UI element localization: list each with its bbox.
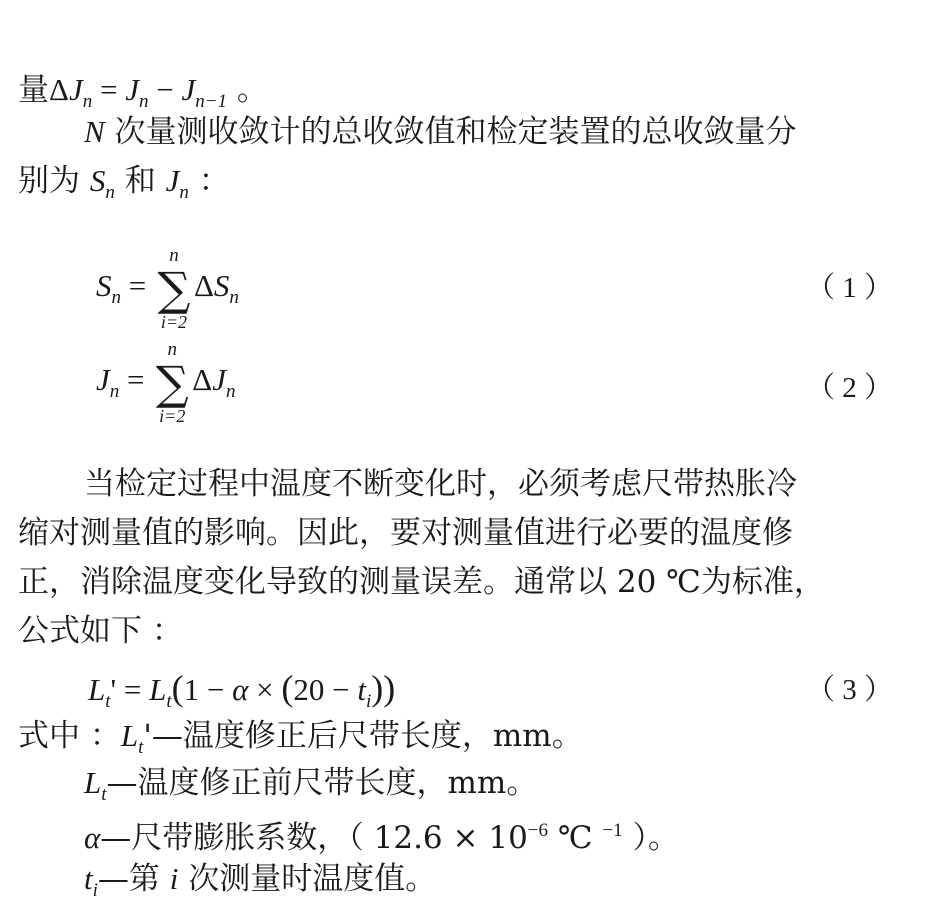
def1-sub: t [138, 737, 144, 758]
def4-text1: —第 [97, 861, 170, 897]
sum-upper: n [167, 339, 177, 360]
def2-sub: t [101, 784, 107, 805]
eq1-lhs: S [96, 268, 112, 304]
minus: − [148, 72, 182, 107]
eq2-var-sub: n [225, 381, 236, 403]
equation-1 [96, 245, 239, 332]
para1-text1: 次量测收敛计的总收敛值和检定装置的总收敛量分 [104, 114, 797, 150]
para2-line2: 缩对测量值的影响。因此，要对测量值进行必要的温度修 [18, 515, 793, 551]
def3-end: ）。 [622, 820, 679, 856]
def1-l: L [120, 718, 139, 753]
sub-n-1: n−1 [195, 91, 228, 112]
eq2-lhs-sub: n [109, 381, 120, 403]
sub-n: n [179, 182, 189, 203]
eq2-var: J [212, 362, 226, 398]
eq3-twenty: 20 [293, 672, 325, 707]
eq2-delta: Δ [192, 362, 213, 398]
def3-exp: −6 [527, 820, 549, 841]
def3-unit: ℃ [548, 820, 603, 856]
def-line-2 [84, 763, 537, 815]
sub-n: n [82, 91, 93, 112]
para1-and: 和 [114, 163, 166, 199]
def3-alpha: α [84, 820, 101, 855]
def-line-3 [84, 811, 679, 858]
def4-sub: i [92, 880, 98, 901]
eq3-l2: L [149, 672, 167, 707]
where-label: 式中 ： [18, 718, 121, 754]
var-j: J [68, 72, 83, 107]
eq1-delta: Δ [193, 268, 214, 304]
summation-symbol [152, 339, 192, 426]
eq1-var: S [213, 268, 230, 304]
equation-3 [88, 668, 395, 722]
delta-symbol: Δ [49, 72, 69, 107]
text-liang: 量 [18, 72, 49, 108]
def4-text2: 次测量时温度值。 [178, 861, 437, 897]
para2-line4: 公式如下 ： [18, 613, 183, 649]
def-line-1 [18, 716, 583, 768]
equation-2 [96, 339, 236, 426]
para1-text2a: 别为 [18, 163, 90, 199]
eq3-t: t [357, 672, 366, 707]
sum-lower: i=2 [160, 312, 188, 332]
open-paren: ( [281, 668, 294, 708]
eq3-l2-sub: t [166, 691, 172, 712]
def2-l: L [84, 765, 102, 800]
equation-number-3: （ 3 ） [806, 674, 894, 706]
para2-line1: 当检定过程中温度不断变化时，必须考虑尺带热胀冷 [84, 466, 797, 502]
open-paren: ( [171, 668, 184, 708]
equation-number-1: （ 1 ） [806, 272, 894, 304]
def1-text: '—温度修正后尺带长度，mm。 [143, 718, 583, 754]
sub-n: n [105, 182, 115, 203]
para2-line3: 正，消除温度变化导致的测量误差。通常以 20 ℃为标准， [18, 564, 825, 600]
sigma-icon: ∑ [157, 262, 191, 316]
equals: = [92, 72, 126, 107]
equation-number-2: （ 2 ） [806, 372, 894, 404]
def-line-4 [84, 859, 436, 911]
def3-exp2: −1 [602, 820, 623, 841]
sum-upper: n [169, 245, 179, 266]
def4-i: i [169, 861, 179, 896]
summation-symbol [154, 245, 194, 332]
def4-t: t [84, 861, 93, 896]
eq3-minus: − [199, 672, 233, 707]
eq3-one: 1 [183, 672, 200, 707]
sigma-icon: ∑ [155, 356, 189, 410]
eq3-minus2: − [324, 672, 358, 707]
para1-colon: ： [188, 163, 230, 199]
var-j: J [181, 72, 196, 107]
para1-line2 [18, 161, 230, 213]
eq3-equals: = [116, 672, 150, 707]
eq3-l: L [88, 672, 106, 707]
var-j: J [165, 163, 180, 198]
eq2-lhs: J [96, 362, 110, 398]
def2-text: —温度修正前尺带长度，mm。 [106, 765, 538, 801]
eq3-prime: ' [110, 672, 117, 707]
eq3-l-sub: t [105, 691, 111, 712]
eq3-alpha: α [232, 672, 249, 707]
eq2-equals: = [119, 362, 153, 398]
sum-lower: i=2 [159, 406, 186, 426]
eq1-lhs-sub: n [111, 287, 121, 309]
eq3-times: × [248, 672, 282, 707]
para1-line1 [84, 112, 797, 152]
eq1-equals: = [121, 268, 154, 304]
var-n: N [84, 114, 105, 149]
var-j: J [125, 72, 139, 107]
eq1-var-sub: n [229, 287, 239, 309]
def3-text: —尺带膨胀系数，（ 12.6 × 10 [100, 820, 528, 856]
var-s: S [89, 163, 106, 198]
eq3-t-sub: i [366, 691, 372, 712]
close-paren: )) [371, 668, 396, 708]
period: 。 [227, 72, 268, 108]
sub-n: n [138, 91, 149, 112]
